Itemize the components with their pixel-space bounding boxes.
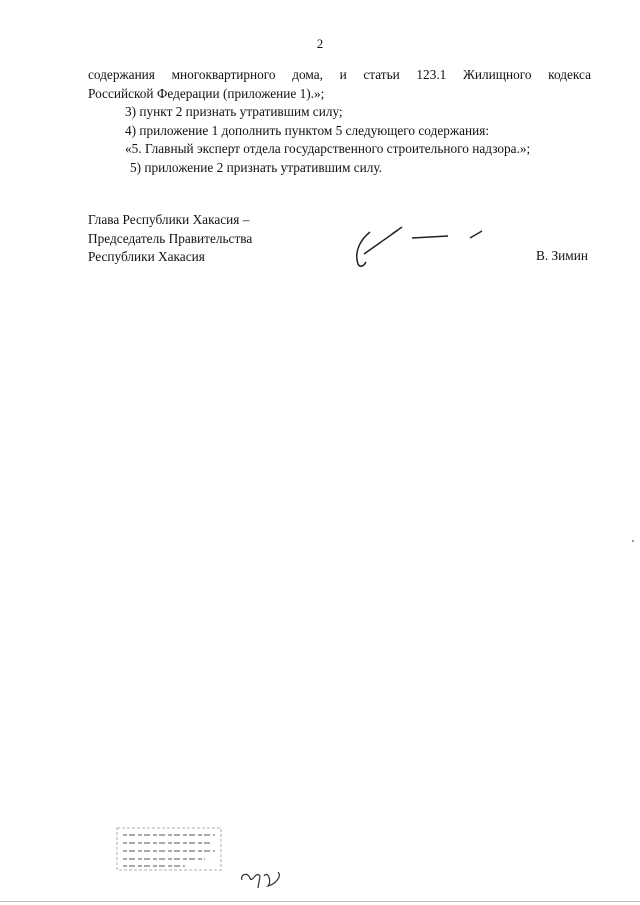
page-edge-rule bbox=[0, 901, 640, 902]
scan-speck bbox=[632, 540, 634, 542]
document-body bbox=[88, 66, 591, 177]
signatory-title bbox=[88, 211, 252, 267]
signatory-line: Глава Республики Хакасия – bbox=[88, 212, 250, 227]
signatory-line: Республики Хакасия bbox=[88, 249, 205, 264]
handwritten-signature bbox=[340, 218, 500, 278]
body-line: 5) приложение 2 признать утратившим силу. bbox=[130, 159, 383, 175]
handwritten-mark bbox=[238, 866, 288, 892]
body-line: «5. Главный эксперт отдела государственного строительного надзора.»; bbox=[125, 141, 531, 156]
signatory-line: Председатель Правительства bbox=[88, 230, 253, 246]
signer-name: В. Зимин bbox=[536, 248, 588, 263]
body-line: 4) приложение 1 дополнить пунктом 5 следующего содержания: bbox=[125, 122, 490, 138]
body-line: Российской Федерации (приложение 1).»; bbox=[88, 85, 325, 101]
registration-stamp bbox=[115, 826, 223, 872]
page-number: 2 bbox=[316, 36, 324, 51]
body-line: 3) пункт 2 признать утратившим силу; bbox=[125, 104, 343, 119]
body-line: содержания многоквартирного дома, и статьи 123.1 Жилищного кодекса bbox=[88, 67, 591, 82]
